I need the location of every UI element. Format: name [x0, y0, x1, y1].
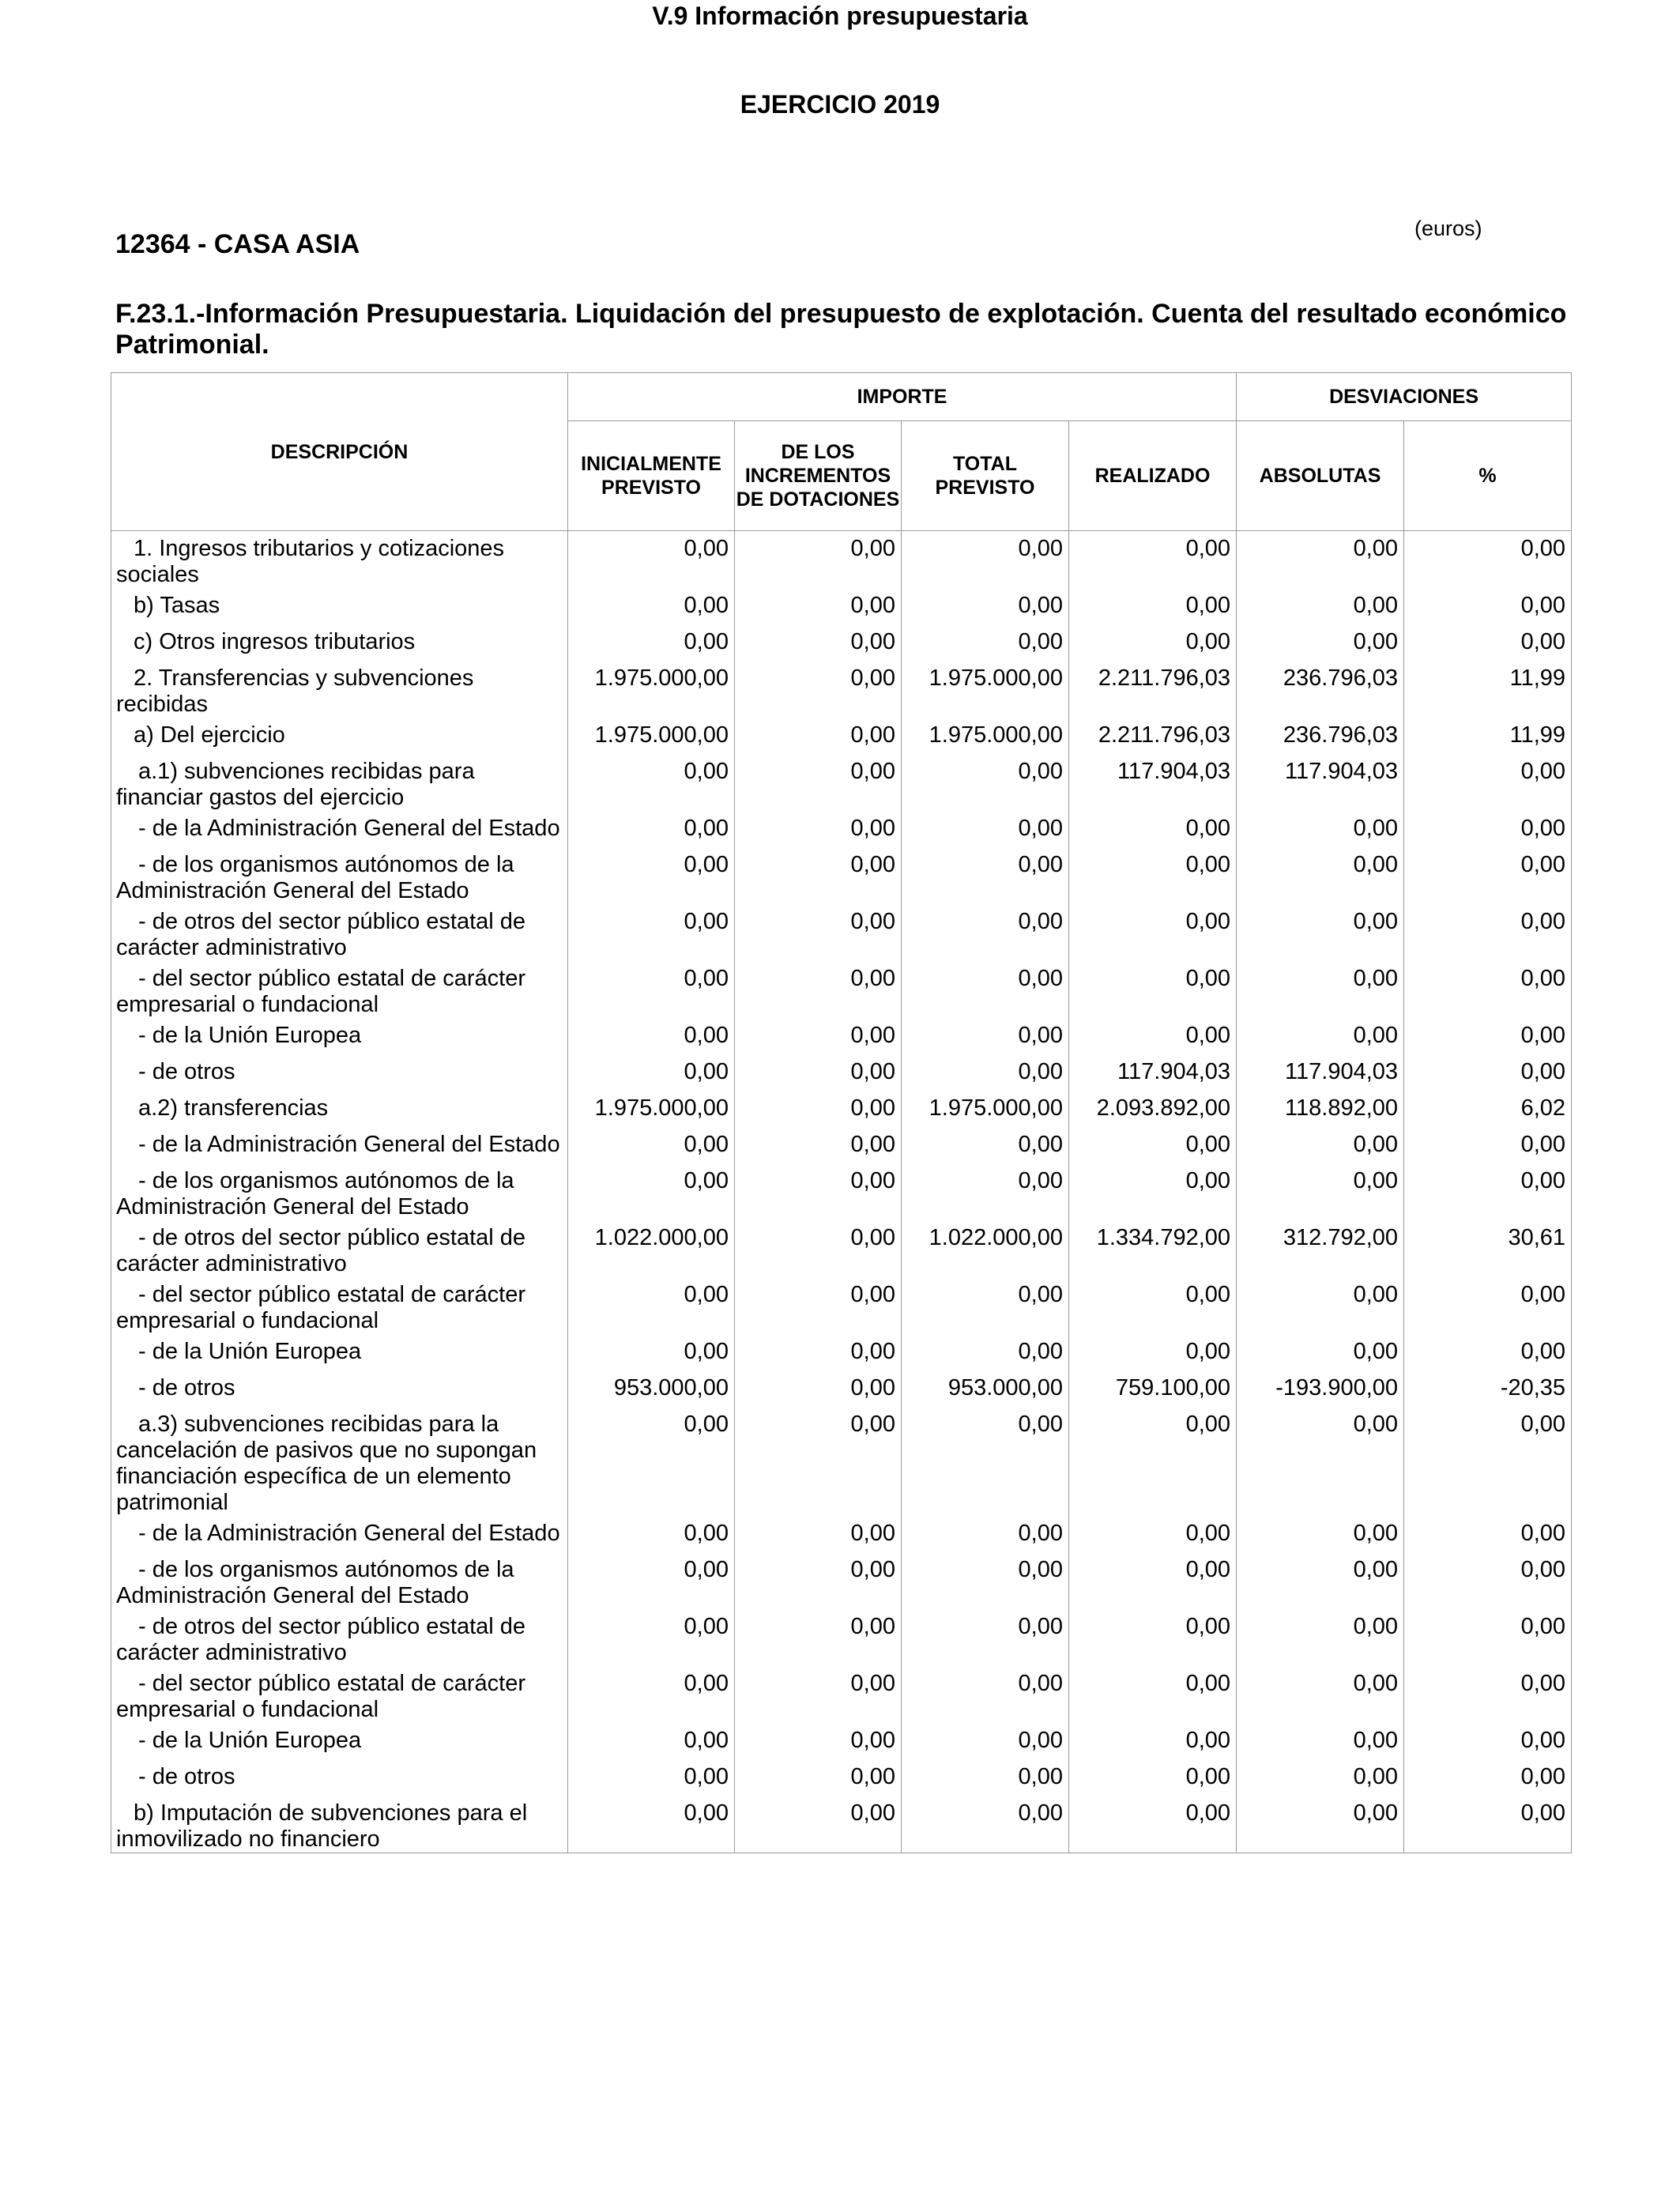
table-row — [111, 847, 1572, 904]
cell-inicialmente-previsto: 0,00 — [568, 1334, 735, 1370]
cell-realizado: 2.093.892,00 — [1069, 1091, 1237, 1127]
table-row — [111, 1277, 1572, 1334]
cell-porcentaje: 6,02 — [1404, 1091, 1572, 1127]
cell-incrementos: 0,00 — [735, 847, 902, 904]
cell-absolutas: 0,00 — [1237, 1552, 1404, 1609]
cell-total-previsto: 0,00 — [902, 1163, 1069, 1220]
cell-incrementos: 0,00 — [735, 1723, 902, 1759]
cell-porcentaje: 0,00 — [1404, 1127, 1572, 1163]
cell-incrementos: 0,00 — [735, 904, 902, 961]
cell-absolutas: 0,00 — [1237, 1018, 1404, 1054]
cell-inicialmente-previsto: 953.000,00 — [568, 1370, 735, 1407]
table-row — [111, 1723, 1572, 1759]
cell-absolutas: 0,00 — [1237, 904, 1404, 961]
cell-realizado: 0,00 — [1069, 1516, 1237, 1552]
form-title: F.23.1.-Información Presupuestaria. Liquidación del presupuesto de explotación. Cuenta del resultado económico Patrimonial. — [115, 299, 1567, 360]
table-row — [111, 1370, 1572, 1407]
cell-realizado: 117.904,03 — [1069, 754, 1237, 811]
cell-absolutas: 0,00 — [1237, 961, 1404, 1018]
cell-total-previsto: 953.000,00 — [902, 1370, 1069, 1407]
cell-total-previsto: 0,00 — [902, 1407, 1069, 1516]
cell-total-previsto: 0,00 — [902, 531, 1069, 589]
row-description: - de la Unión Europea — [111, 1723, 568, 1759]
table-row — [111, 1163, 1572, 1220]
row-description: - de otros — [111, 1759, 568, 1796]
cell-porcentaje: -20,35 — [1404, 1370, 1572, 1407]
table-row — [111, 904, 1572, 961]
cell-porcentaje: 0,00 — [1404, 847, 1572, 904]
table-row — [111, 1796, 1572, 1853]
cell-total-previsto: 0,00 — [902, 1054, 1069, 1091]
cell-incrementos: 0,00 — [735, 1163, 902, 1220]
cell-inicialmente-previsto: 0,00 — [568, 1054, 735, 1091]
cell-realizado: 0,00 — [1069, 1277, 1237, 1334]
cell-absolutas: 0,00 — [1237, 1127, 1404, 1163]
table-row — [111, 1018, 1572, 1054]
row-description: - de otros del sector público estatal de carácter administrativo — [111, 1609, 568, 1666]
cell-porcentaje: 0,00 — [1404, 624, 1572, 661]
header-importe: IMPORTE — [568, 373, 1237, 421]
cell-inicialmente-previsto: 0,00 — [568, 531, 735, 589]
cell-incrementos: 0,00 — [735, 1407, 902, 1516]
cell-absolutas: 0,00 — [1237, 847, 1404, 904]
table-row — [111, 1666, 1572, 1723]
cell-inicialmente-previsto: 1.975.000,00 — [568, 718, 735, 754]
cell-porcentaje: 0,00 — [1404, 1609, 1572, 1666]
row-description: a.1) subvenciones recibidas para financiar gastos del ejercicio — [111, 754, 568, 811]
cell-incrementos: 0,00 — [735, 1054, 902, 1091]
cell-total-previsto: 0,00 — [902, 1334, 1069, 1370]
row-description: - del sector público estatal de carácter empresarial o fundacional — [111, 1666, 568, 1723]
cell-total-previsto: 0,00 — [902, 624, 1069, 661]
cell-incrementos: 0,00 — [735, 811, 902, 847]
cell-porcentaje: 0,00 — [1404, 1759, 1572, 1796]
cell-absolutas: 0,00 — [1237, 811, 1404, 847]
cell-porcentaje: 0,00 — [1404, 961, 1572, 1018]
table-row — [111, 1054, 1572, 1091]
row-description: - del sector público estatal de carácter empresarial o fundacional — [111, 961, 568, 1018]
header-realizado: REALIZADO — [1069, 421, 1237, 531]
currency-units: (euros) — [1414, 217, 1482, 240]
cell-inicialmente-previsto: 0,00 — [568, 847, 735, 904]
cell-absolutas: 0,00 — [1237, 531, 1404, 589]
row-description: b) Imputación de subvenciones para el inmovilizado no financiero — [111, 1796, 568, 1853]
row-description: - de los organismos autónomos de la Administración General del Estado — [111, 1552, 568, 1609]
cell-total-previsto: 0,00 — [902, 1277, 1069, 1334]
cell-total-previsto: 0,00 — [902, 1759, 1069, 1796]
cell-absolutas: 0,00 — [1237, 1407, 1404, 1516]
cell-inicialmente-previsto: 0,00 — [568, 1163, 735, 1220]
exercise-year: EJERCICIO 2019 — [740, 90, 940, 119]
cell-inicialmente-previsto: 0,00 — [568, 1723, 735, 1759]
cell-realizado: 0,00 — [1069, 1127, 1237, 1163]
cell-inicialmente-previsto: 0,00 — [568, 1609, 735, 1666]
cell-absolutas: 312.792,00 — [1237, 1220, 1404, 1277]
row-description: - de la Administración General del Estado — [111, 811, 568, 847]
cell-absolutas: 0,00 — [1237, 1163, 1404, 1220]
cell-realizado: 0,00 — [1069, 1666, 1237, 1723]
cell-porcentaje: 11,99 — [1404, 718, 1572, 754]
cell-total-previsto: 0,00 — [902, 1723, 1069, 1759]
cell-total-previsto: 0,00 — [902, 1552, 1069, 1609]
cell-realizado: 0,00 — [1069, 847, 1237, 904]
cell-total-previsto: 1.022.000,00 — [902, 1220, 1069, 1277]
cell-porcentaje: 0,00 — [1404, 1666, 1572, 1723]
cell-inicialmente-previsto: 0,00 — [568, 1277, 735, 1334]
cell-realizado: 117.904,03 — [1069, 1054, 1237, 1091]
cell-incrementos: 0,00 — [735, 961, 902, 1018]
cell-realizado: 0,00 — [1069, 1796, 1237, 1853]
cell-incrementos: 0,00 — [735, 1370, 902, 1407]
cell-absolutas: 0,00 — [1237, 1609, 1404, 1666]
cell-realizado: 0,00 — [1069, 1759, 1237, 1796]
cell-realizado: 0,00 — [1069, 531, 1237, 589]
table-row — [111, 1091, 1572, 1127]
row-description: - de otros — [111, 1370, 568, 1407]
cell-inicialmente-previsto: 0,00 — [568, 588, 735, 624]
row-description: 2. Transferencias y subvenciones recibidas — [111, 661, 568, 718]
cell-absolutas: 236.796,03 — [1237, 718, 1404, 754]
cell-absolutas: 0,00 — [1237, 1723, 1404, 1759]
table-row — [111, 531, 1572, 589]
cell-inicialmente-previsto: 0,00 — [568, 1127, 735, 1163]
cell-total-previsto: 0,00 — [902, 754, 1069, 811]
cell-total-previsto: 0,00 — [902, 811, 1069, 847]
cell-incrementos: 0,00 — [735, 1666, 902, 1723]
cell-total-previsto: 1.975.000,00 — [902, 661, 1069, 718]
cell-incrementos: 0,00 — [735, 754, 902, 811]
cell-realizado: 2.211.796,03 — [1069, 661, 1237, 718]
cell-total-previsto: 0,00 — [902, 847, 1069, 904]
cell-realizado: 1.334.792,00 — [1069, 1220, 1237, 1277]
header-total-previsto: TOTAL PREVISTO — [902, 421, 1069, 531]
row-description: - de los organismos autónomos de la Administración General del Estado — [111, 1163, 568, 1220]
cell-absolutas: 0,00 — [1237, 1759, 1404, 1796]
cell-incrementos: 0,00 — [735, 588, 902, 624]
cell-incrementos: 0,00 — [735, 1334, 902, 1370]
header-desviaciones: DESVIACIONES — [1237, 373, 1572, 421]
cell-incrementos: 0,00 — [735, 1759, 902, 1796]
cell-total-previsto: 0,00 — [902, 1666, 1069, 1723]
cell-incrementos: 0,00 — [735, 1796, 902, 1853]
cell-total-previsto: 0,00 — [902, 1609, 1069, 1666]
row-description: b) Tasas — [111, 588, 568, 624]
table-row — [111, 1127, 1572, 1163]
cell-porcentaje: 11,99 — [1404, 661, 1572, 718]
header-incrementos-dotaciones: DE LOS INCREMENTOS DE DOTACIONES — [735, 421, 902, 531]
cell-inicialmente-previsto: 1.975.000,00 — [568, 1091, 735, 1127]
header-description: DESCRIPCIÓN — [111, 373, 568, 531]
cell-absolutas: 0,00 — [1237, 624, 1404, 661]
row-description: - de otros del sector público estatal de carácter administrativo — [111, 1220, 568, 1277]
cell-total-previsto: 0,00 — [902, 1796, 1069, 1853]
cell-porcentaje: 0,00 — [1404, 1277, 1572, 1334]
cell-incrementos: 0,00 — [735, 1609, 902, 1666]
cell-realizado: 0,00 — [1069, 1609, 1237, 1666]
cell-inicialmente-previsto: 0,00 — [568, 904, 735, 961]
cell-inicialmente-previsto: 0,00 — [568, 624, 735, 661]
cell-total-previsto: 0,00 — [902, 1516, 1069, 1552]
table-row — [111, 588, 1572, 624]
cell-total-previsto: 0,00 — [902, 904, 1069, 961]
cell-realizado: 2.211.796,03 — [1069, 718, 1237, 754]
cell-incrementos: 0,00 — [735, 1091, 902, 1127]
cell-absolutas: 0,00 — [1237, 1277, 1404, 1334]
cell-total-previsto: 0,00 — [902, 588, 1069, 624]
cell-inicialmente-previsto: 0,00 — [568, 961, 735, 1018]
row-description: 1. Ingresos tributarios y cotizaciones sociales — [111, 531, 568, 589]
header-inicialmente-previsto: INICIALMENTE PREVISTO — [568, 421, 735, 531]
table-row — [111, 718, 1572, 754]
cell-porcentaje: 0,00 — [1404, 754, 1572, 811]
cell-absolutas: 0,00 — [1237, 1516, 1404, 1552]
cell-realizado: 0,00 — [1069, 961, 1237, 1018]
cell-incrementos: 0,00 — [735, 1277, 902, 1334]
cell-porcentaje: 0,00 — [1404, 811, 1572, 847]
table-row — [111, 811, 1572, 847]
cell-absolutas: 0,00 — [1237, 1796, 1404, 1853]
table-row — [111, 961, 1572, 1018]
cell-incrementos: 0,00 — [735, 1127, 902, 1163]
cell-porcentaje: 0,00 — [1404, 1163, 1572, 1220]
table-row — [111, 661, 1572, 718]
table-row — [111, 624, 1572, 661]
cell-absolutas: 0,00 — [1237, 1666, 1404, 1723]
cell-incrementos: 0,00 — [735, 661, 902, 718]
cell-porcentaje: 0,00 — [1404, 588, 1572, 624]
cell-incrementos: 0,00 — [735, 1516, 902, 1552]
cell-porcentaje: 0,00 — [1404, 531, 1572, 589]
cell-porcentaje: 0,00 — [1404, 1018, 1572, 1054]
cell-porcentaje: 0,00 — [1404, 1516, 1572, 1552]
row-description: - de la Unión Europea — [111, 1334, 568, 1370]
cell-porcentaje: 0,00 — [1404, 1054, 1572, 1091]
cell-inicialmente-previsto: 0,00 — [568, 1796, 735, 1853]
cell-total-previsto: 0,00 — [902, 961, 1069, 1018]
cell-porcentaje: 0,00 — [1404, 1334, 1572, 1370]
cell-incrementos: 0,00 — [735, 1018, 902, 1054]
cell-total-previsto: 1.975.000,00 — [902, 718, 1069, 754]
cell-realizado: 0,00 — [1069, 1334, 1237, 1370]
cell-realizado: 0,00 — [1069, 1018, 1237, 1054]
cell-absolutas: 0,00 — [1237, 1334, 1404, 1370]
table-row — [111, 1759, 1572, 1796]
cell-inicialmente-previsto: 0,00 — [568, 1759, 735, 1796]
table-row — [111, 1516, 1572, 1552]
cell-absolutas: -193.900,00 — [1237, 1370, 1404, 1407]
cell-realizado: 0,00 — [1069, 624, 1237, 661]
cell-absolutas: 117.904,03 — [1237, 754, 1404, 811]
row-description: a) Del ejercicio — [111, 718, 568, 754]
cell-realizado: 0,00 — [1069, 1723, 1237, 1759]
cell-realizado: 0,00 — [1069, 811, 1237, 847]
cell-realizado: 0,00 — [1069, 1163, 1237, 1220]
cell-porcentaje: 0,00 — [1404, 1407, 1572, 1516]
row-description: - de otros del sector público estatal de carácter administrativo — [111, 904, 568, 961]
cell-porcentaje: 0,00 — [1404, 904, 1572, 961]
table-row — [111, 1220, 1572, 1277]
row-description: - de la Unión Europea — [111, 1018, 568, 1054]
cell-inicialmente-previsto: 0,00 — [568, 811, 735, 847]
row-description: - de la Administración General del Estado — [111, 1516, 568, 1552]
cell-inicialmente-previsto: 0,00 — [568, 1552, 735, 1609]
row-description: - del sector público estatal de carácter empresarial o fundacional — [111, 1277, 568, 1334]
table-row — [111, 1609, 1572, 1666]
cell-absolutas: 236.796,03 — [1237, 661, 1404, 718]
cell-inicialmente-previsto: 0,00 — [568, 1666, 735, 1723]
cell-total-previsto: 0,00 — [902, 1018, 1069, 1054]
table-row — [111, 1552, 1572, 1609]
cell-realizado: 0,00 — [1069, 588, 1237, 624]
cell-incrementos: 0,00 — [735, 624, 902, 661]
cell-inicialmente-previsto: 1.975.000,00 — [568, 661, 735, 718]
table-row — [111, 1334, 1572, 1370]
table-row — [111, 1407, 1572, 1516]
row-description: c) Otros ingresos tributarios — [111, 624, 568, 661]
table-body — [111, 531, 1572, 1853]
cell-total-previsto: 0,00 — [902, 1127, 1069, 1163]
cell-total-previsto: 1.975.000,00 — [902, 1091, 1069, 1127]
cell-incrementos: 0,00 — [735, 531, 902, 589]
cell-porcentaje: 0,00 — [1404, 1723, 1572, 1759]
row-description: a.2) transferencias — [111, 1091, 568, 1127]
row-description: a.3) subvenciones recibidas para la cancelación de pasivos que no supongan financiación específica de un elemento patrimonial — [111, 1407, 568, 1516]
cell-realizado: 759.100,00 — [1069, 1370, 1237, 1407]
cell-inicialmente-previsto: 0,00 — [568, 1407, 735, 1516]
row-description: - de la Administración General del Estado — [111, 1127, 568, 1163]
cell-realizado: 0,00 — [1069, 1407, 1237, 1516]
cell-inicialmente-previsto: 0,00 — [568, 754, 735, 811]
budget-table — [111, 372, 1572, 1853]
cell-inicialmente-previsto: 0,00 — [568, 1516, 735, 1552]
cell-incrementos: 0,00 — [735, 718, 902, 754]
cell-porcentaje: 30,61 — [1404, 1220, 1572, 1277]
cell-porcentaje: 0,00 — [1404, 1796, 1572, 1853]
row-description: - de los organismos autónomos de la Administración General del Estado — [111, 847, 568, 904]
cell-inicialmente-previsto: 1.022.000,00 — [568, 1220, 735, 1277]
cell-incrementos: 0,00 — [735, 1220, 902, 1277]
cell-absolutas: 118.892,00 — [1237, 1091, 1404, 1127]
cell-incrementos: 0,00 — [735, 1552, 902, 1609]
cell-absolutas: 117.904,03 — [1237, 1054, 1404, 1091]
cell-inicialmente-previsto: 0,00 — [568, 1018, 735, 1054]
table-row — [111, 754, 1572, 811]
row-description: - de otros — [111, 1054, 568, 1091]
cell-realizado: 0,00 — [1069, 904, 1237, 961]
cell-absolutas: 0,00 — [1237, 588, 1404, 624]
header-porcentaje: % — [1404, 421, 1572, 531]
section-title: V.9 Información presupuestaria — [652, 2, 1028, 30]
cell-realizado: 0,00 — [1069, 1552, 1237, 1609]
entity-name: 12364 - CASA ASIA — [115, 229, 360, 259]
cell-porcentaje: 0,00 — [1404, 1552, 1572, 1609]
header-absolutas: ABSOLUTAS — [1237, 421, 1404, 531]
